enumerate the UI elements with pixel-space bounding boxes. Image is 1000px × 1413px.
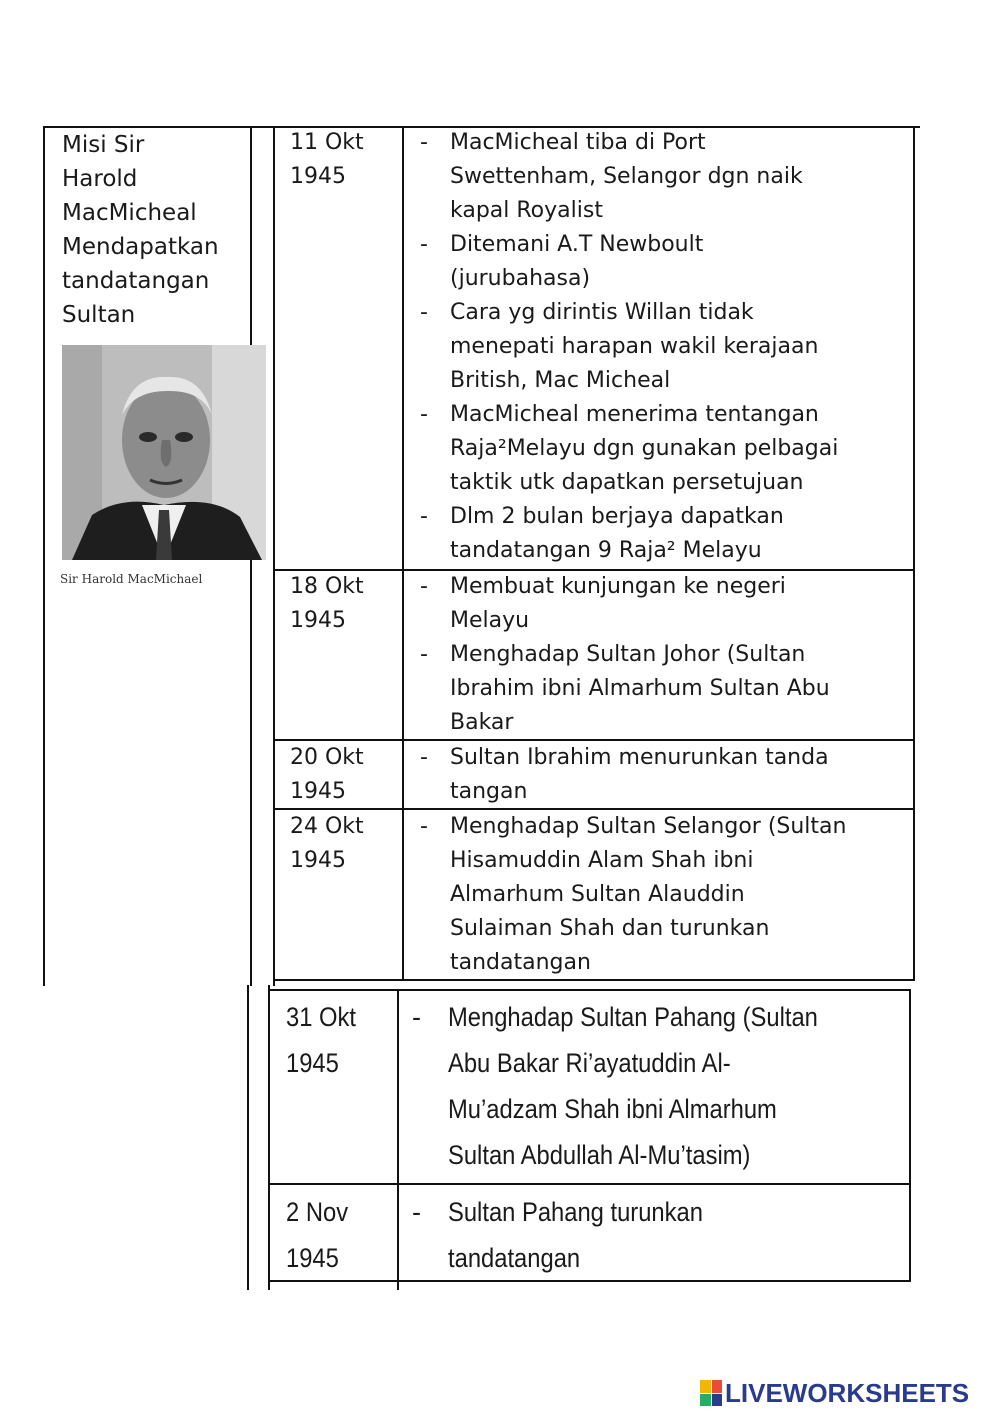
- date-cell: 2 Nov 1945: [286, 1197, 349, 1273]
- photo-caption: Sir Harold MacMichael: [60, 572, 203, 586]
- portrait-photo: [62, 345, 266, 560]
- logo-icon: [700, 1380, 722, 1406]
- list-item: - Dlm 2 bulan berjaya dapatkan tandatangan 9 Raja² Melayu: [420, 504, 784, 563]
- event-list: [420, 126, 910, 568]
- table2-left-border: [268, 985, 270, 1290]
- date-cell: 18 Okt 1945: [290, 574, 364, 633]
- list-item: - Sultan Pahang turunkan tandatangan: [412, 1197, 703, 1273]
- table1-left-border: [273, 126, 275, 986]
- mission-title: Misi Sir Harold MacMicheal Mendapatkan tandatangan Sultan: [62, 132, 219, 328]
- event-list: [412, 994, 907, 1178]
- table2-row-line: [268, 1183, 911, 1185]
- logo-text: LIVEWORKSHEETS: [725, 1377, 970, 1408]
- list-item: - MacMicheal tiba di Port Swettenham, Selangor dgn naik kapal Royalist: [420, 130, 803, 223]
- left-border: [43, 126, 45, 986]
- portrait-illustration: [62, 345, 266, 560]
- event-list: [420, 810, 910, 980]
- liveworksheets-logo: [700, 1378, 969, 1408]
- list-item: - Ditemani A.T Newboult (jurubahasa): [420, 232, 704, 291]
- list-item: - Membuat kunjungan ke negeri Melayu: [420, 574, 786, 633]
- table1-divider: [402, 126, 404, 981]
- list-item: - Sultan Ibrahim menurunkan tanda tangan: [420, 745, 829, 804]
- list-item: - Menghadap Sultan Johor (Sultan Ibrahim ibni Almarhum Sultan Abu Bakar: [420, 642, 830, 735]
- date-cell: 11 Okt 1945: [290, 130, 364, 189]
- event-list: [420, 570, 910, 740]
- table2-top-line: [268, 989, 911, 991]
- list-item: - Cara yg dirintis Willan tidak menepati harapan wakil kerajaan British, Mac Micheal: [420, 300, 819, 393]
- event-list: [412, 1189, 907, 1281]
- event-list: [420, 741, 910, 809]
- date-cell: 20 Okt 1945: [290, 745, 364, 804]
- date-cell: 31 Okt 1945: [286, 1002, 357, 1078]
- table2-divider: [397, 990, 399, 1290]
- list-item: - Menghadap Sultan Selangor (Sultan Hisamuddin Alam Shah ibni Almarhum Sultan Alauddin Sulaiman Shah dan turunkan tandatangan: [420, 814, 847, 975]
- date-cell: 24 Okt 1945: [290, 814, 364, 873]
- list-item: - Menghadap Sultan Pahang (Sultan Abu Bakar Ri’ayatuddin Al- Mu’adzam Shah ibni Almarhum Sultan Abdullah Al-Mu’tasim): [412, 1002, 818, 1170]
- list-item: - MacMicheal menerima tentangan Raja²Melayu dgn gunakan pelbagai taktik utk dapatkan persetujuan: [420, 402, 839, 495]
- table1-right-border: [913, 126, 915, 981]
- table2-outer-left: [247, 985, 249, 1290]
- table2-right-border: [909, 990, 911, 1282]
